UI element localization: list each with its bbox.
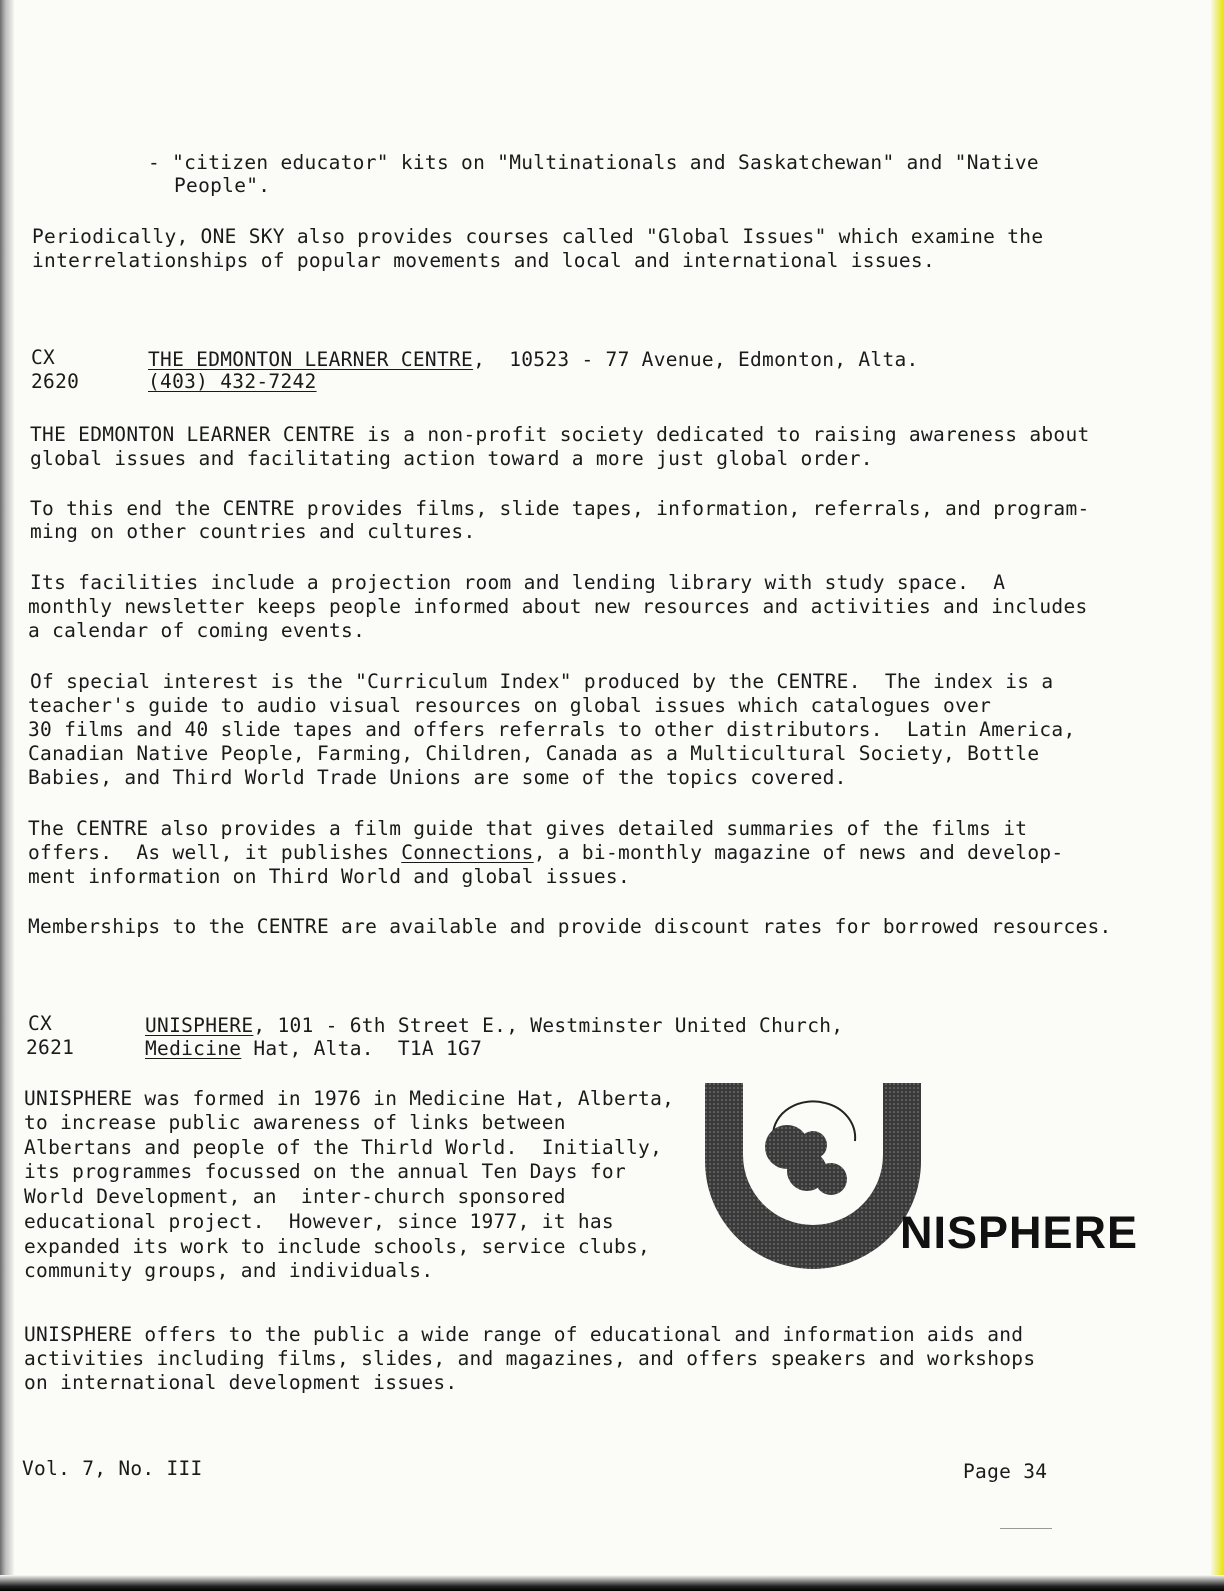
paragraph-line: community groups, and individuals. [24, 1259, 434, 1282]
volume-number: Vol. 7, No. III [22, 1457, 203, 1480]
bullet-line: People". [174, 174, 271, 197]
organization-address-line2 [145, 1037, 482, 1061]
paragraph-line: UNISPHERE was formed in 1976 in Medicine Hat, Alberta, [24, 1087, 675, 1110]
paragraph-line: expanded its work to include schools, service clubs, [24, 1235, 651, 1258]
paragraph-line: The CENTRE also provides a film guide that gives detailed summaries of the films it [28, 817, 1028, 840]
city-name: Medicine [145, 1037, 242, 1060]
paragraph-line: monthly newsletter keeps people informed about new resources and activities and includes [28, 595, 1088, 618]
paragraph-line: to increase public awareness of links between [24, 1111, 566, 1134]
paragraph-line: Babies, and Third World Trade Unions are some of the topics covered. [28, 766, 847, 789]
paragraph-line: Canadian Native People, Farming, Children, Canada as a Multicultural Society, Bottle [28, 742, 1040, 765]
paragraph-line: Albertans and people of the Thirld World. Initially, [24, 1136, 663, 1159]
page-edge-bottom [0, 1575, 1224, 1591]
paragraph-line: Memberships to the CENTRE are available and provide discount rates for borrowed resources. [28, 915, 1112, 938]
paragraph-line: educational project. However, since 1977, it has [24, 1210, 614, 1233]
logo-wordmark: NISPHERE [900, 1207, 1139, 1258]
paragraph-line: To this end the CENTRE provides films, slide tapes, information, referrals, and program- [30, 497, 1090, 520]
paragraph-line: THE EDMONTON LEARNER CENTRE is a non-profit society dedicated to raising awareness about [30, 423, 1090, 446]
entry-heading [148, 348, 919, 372]
page-shadow-left [0, 0, 14, 1591]
organization-phone [148, 370, 317, 394]
paragraph-line: UNISPHERE offers to the public a wide range of educational and information aids and [24, 1323, 1024, 1346]
text-span: Hat, Alta. T1A 1G7 [241, 1037, 483, 1060]
paragraph-line: Periodically, ONE SKY also provides courses called "Global Issues" which examine the [32, 225, 1044, 248]
organization-address: , 10523 - 77 Avenue, Edmonton, Alta. [473, 348, 919, 371]
organization-address: , 101 - 6th Street E., Westminster United Church, [253, 1014, 844, 1037]
paragraph-line: ming on other countries and cultures. [30, 520, 476, 543]
entry-code-prefix: CX [31, 346, 56, 369]
organization-name: THE EDMONTON LEARNER CENTRE [148, 348, 474, 371]
entry-code-number: 2621 [26, 1036, 75, 1059]
phone-number: (403) 432-7242 [148, 370, 317, 393]
paragraph-line: interrelationships of popular movements and local and international issues. [32, 249, 935, 272]
paragraph-line: World Development, an inter-church sponsored [24, 1185, 566, 1208]
entry-code-prefix: CX [28, 1012, 53, 1035]
magazine-title: Connections [401, 841, 534, 864]
text-span: offers. As well, it publishes [28, 841, 402, 864]
page-number: Page 34 [963, 1460, 1048, 1483]
paragraph-line: 30 films and 40 slide tapes and offers referrals to other distributors. Latin America, [28, 718, 1076, 741]
paragraph-line: Its facilities include a projection room and lending library with study space. A [30, 571, 1006, 594]
entry-code-number: 2620 [31, 370, 80, 393]
bullet-line: - "citizen educator" kits on "Multinationals and Saskatchewan" and "Native [148, 151, 1039, 174]
paragraph-line [28, 841, 1063, 865]
paragraph-line: activities including films, slides, and magazines, and offers speakers and workshops [24, 1347, 1036, 1370]
paragraph-line: its programmes focussed on the annual Ten Days for [24, 1160, 626, 1183]
paragraph-line: Of special interest is the "Curriculum Index" produced by the CENTRE. The index is a [30, 670, 1054, 693]
paragraph-line: global issues and facilitating action toward a more just global order. [30, 447, 873, 470]
paragraph-line: ment information on Third World and global issues. [28, 865, 630, 888]
page-edge-right [1210, 0, 1224, 1591]
paragraph-line: on international development issues. [24, 1371, 458, 1394]
entry-heading [145, 1014, 843, 1038]
organization-name: UNISPHERE [145, 1014, 254, 1037]
paragraph-line: a calendar of coming events. [28, 619, 366, 642]
text-span: , a bi-monthly magazine of news and develop- [533, 841, 1064, 864]
paragraph-line: teacher's guide to audio visual resources on global issues which catalogues over [28, 694, 992, 717]
footer-rule [1000, 1528, 1052, 1529]
